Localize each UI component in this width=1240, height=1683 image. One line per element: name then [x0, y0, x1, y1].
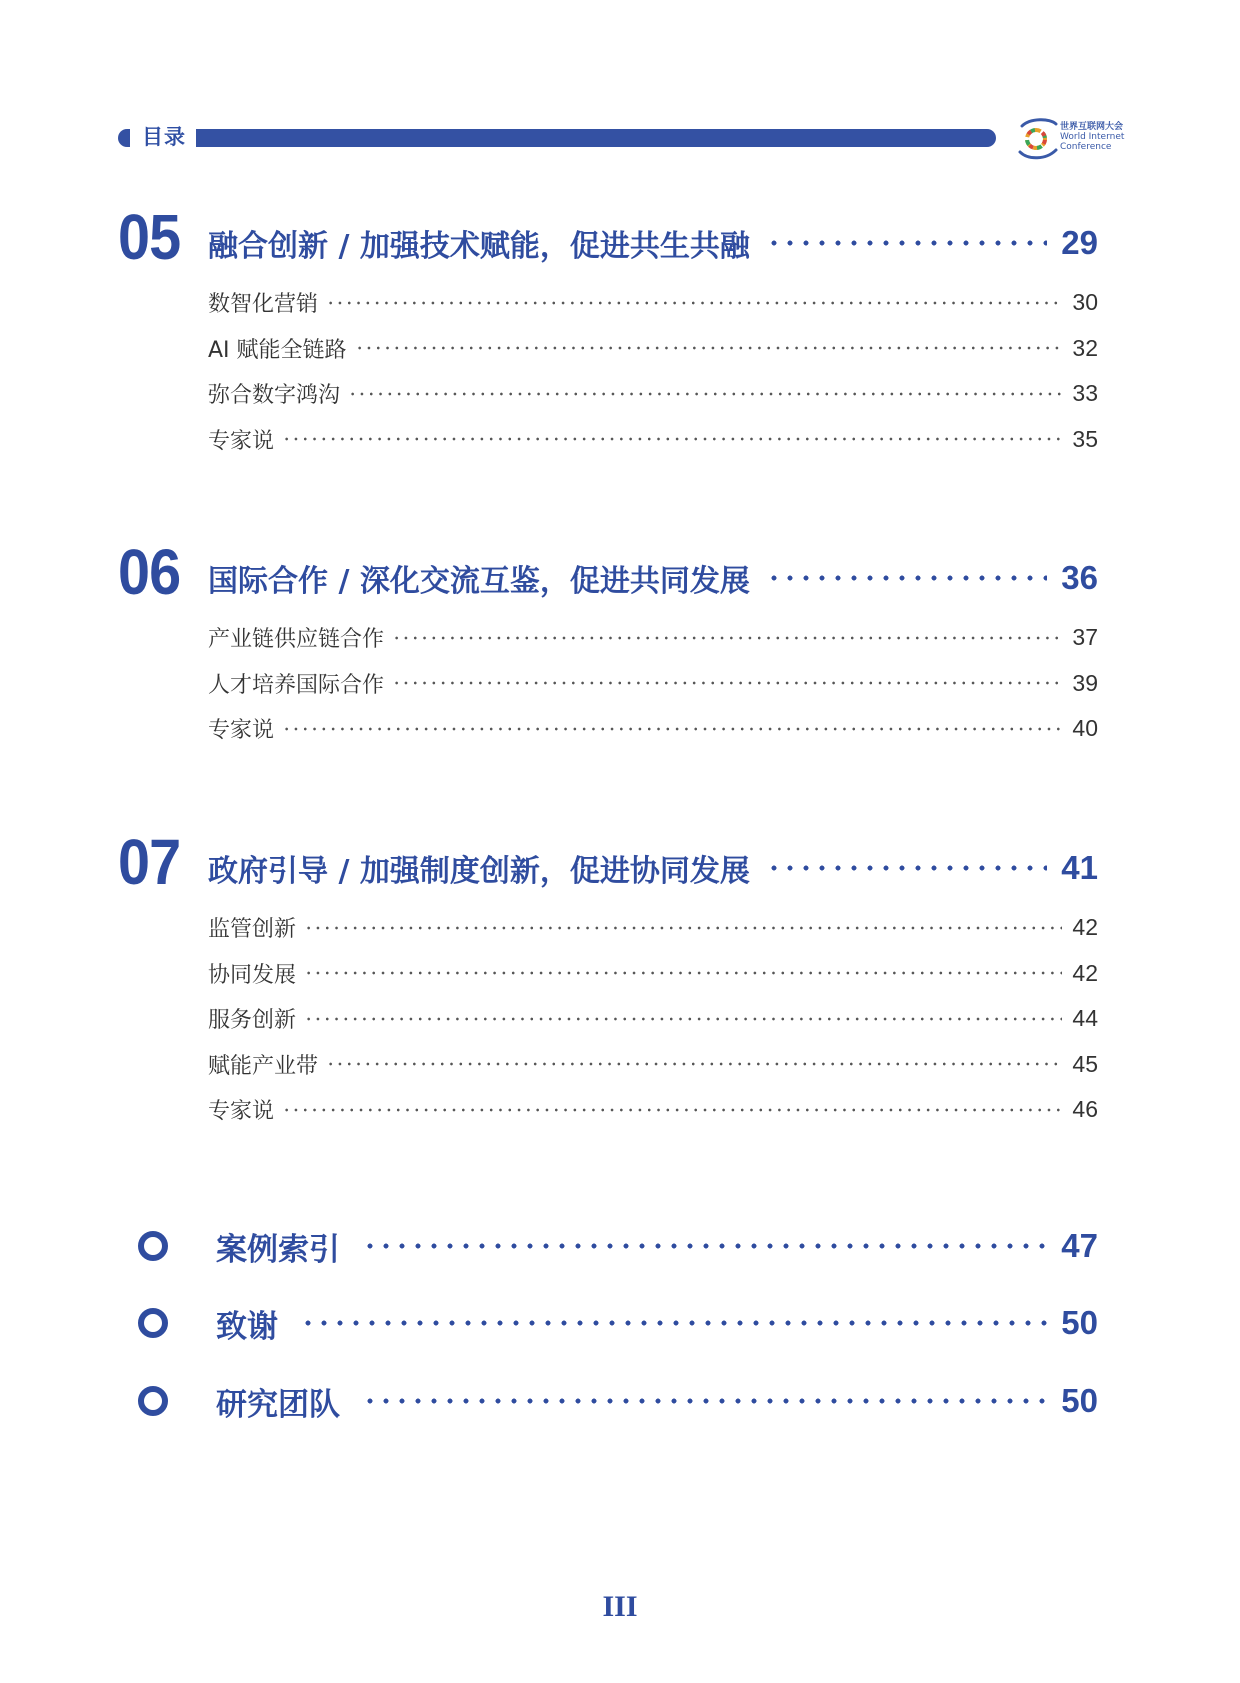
entry-page: 45: [1072, 1050, 1098, 1077]
toc-entry[interactable]: [208, 661, 1098, 707]
toc-entry[interactable]: [208, 905, 1098, 951]
section-page: 29: [1061, 224, 1098, 261]
toc-entry[interactable]: [208, 280, 1098, 326]
entry-page: 42: [1072, 914, 1098, 941]
entry-page: 32: [1072, 334, 1098, 361]
section-title-row[interactable]: [208, 223, 1098, 263]
dot-leader: [392, 681, 1062, 685]
wic-logo-text: [1060, 122, 1124, 152]
toc-entry[interactable]: [208, 996, 1098, 1042]
extra-page: 47: [1061, 1227, 1098, 1264]
ring-icon: [138, 1308, 168, 1338]
toc-extra-acknowledgements[interactable]: [138, 1303, 1098, 1343]
toc-entry[interactable]: [208, 371, 1098, 417]
entry-label: 专家说: [208, 428, 275, 454]
dot-leader: [282, 437, 1062, 441]
section-title-row[interactable]: [208, 558, 1098, 598]
dot-leader: [766, 865, 1047, 871]
header-pill: [118, 129, 130, 147]
ring-icon: [138, 1231, 168, 1261]
extra-title: 研究团队: [216, 1386, 340, 1423]
section-number: 05: [118, 201, 181, 273]
entry-label: 产业链供应链合作: [208, 627, 385, 653]
section-page: 36: [1061, 559, 1098, 596]
dot-leader: [766, 575, 1047, 581]
entry-page: 35: [1072, 425, 1098, 452]
extra-page: 50: [1061, 1382, 1098, 1419]
wic-logo-icon: [1016, 116, 1060, 162]
dot-leader: [304, 926, 1062, 930]
page-number: III: [602, 1590, 638, 1623]
entry-label: 协同发展: [208, 962, 297, 988]
toc-entry[interactable]: [208, 615, 1098, 661]
dot-leader: [348, 392, 1062, 396]
toc-header: [118, 126, 998, 148]
entry-label: 服务创新: [208, 1008, 297, 1034]
toc-entry[interactable]: [208, 706, 1098, 752]
section-number: 06: [118, 536, 181, 608]
entry-label: 监管创新: [208, 917, 297, 943]
section-number: 07: [118, 826, 181, 898]
extra-title: 案例索引: [216, 1231, 340, 1268]
entry-page: 37: [1072, 624, 1098, 651]
entry-page: 46: [1072, 1096, 1098, 1123]
extra-page: 50: [1061, 1304, 1098, 1341]
entry-page: 39: [1072, 669, 1098, 696]
wic-logo: [1016, 116, 1136, 166]
subsection-list: [208, 280, 1098, 462]
subsection-list: [208, 615, 1098, 752]
section-05: [118, 201, 1098, 475]
dot-leader: [362, 1398, 1047, 1404]
toc-entry[interactable]: [208, 417, 1098, 463]
entry-label: 弥合数字鸿沟: [208, 383, 341, 409]
section-06: [118, 536, 1098, 770]
subsection-list: [208, 905, 1098, 1133]
entry-label: 数智化营销: [208, 292, 319, 318]
toc-heading: 目录: [142, 125, 186, 149]
section-page: 41: [1061, 849, 1098, 886]
entry-page: 44: [1072, 1005, 1098, 1032]
dot-leader: [304, 1017, 1062, 1021]
logo-en-1: World Internet: [1060, 132, 1125, 142]
entry-page: 33: [1072, 380, 1098, 407]
section-title: 融合创新 / 加强技术赋能，促进共生共融: [208, 229, 750, 264]
ring-icon: [138, 1386, 168, 1416]
dot-leader: [304, 971, 1062, 975]
entry-page: 40: [1072, 715, 1098, 742]
entry-label: 专家说: [208, 718, 275, 744]
entry-page: 30: [1072, 289, 1098, 316]
header-bar: [196, 129, 996, 147]
dot-leader: [766, 240, 1047, 246]
toc-extra-research-team[interactable]: [138, 1381, 1098, 1421]
dot-leader: [355, 346, 1063, 350]
entry-label: 赋能产业带: [208, 1053, 319, 1079]
section-title: 政府引导 / 加强制度创新，促进协同发展: [208, 854, 750, 889]
section-title-row[interactable]: [208, 848, 1098, 888]
toc-entry[interactable]: [208, 326, 1098, 372]
dot-leader: [392, 636, 1062, 640]
toc-entry[interactable]: [208, 951, 1098, 997]
logo-cn: 世界互联网大会: [1060, 122, 1124, 132]
dot-leader: [282, 727, 1062, 731]
section-title: 国际合作 / 深化交流互鉴，促进共同发展: [208, 564, 750, 599]
dot-leader: [326, 1062, 1062, 1066]
entry-page: 42: [1072, 959, 1098, 986]
section-07: [118, 826, 1098, 1160]
extra-title: 致谢: [216, 1308, 278, 1345]
dot-leader: [300, 1320, 1047, 1326]
entry-label: 专家说: [208, 1099, 275, 1125]
entry-label: 人才培养国际合作: [208, 672, 385, 698]
toc-extra-case-index[interactable]: [138, 1226, 1098, 1266]
logo-en-2: Conference: [1060, 142, 1112, 152]
dot-leader: [362, 1243, 1047, 1249]
entry-label: AI 赋能全链路: [208, 337, 347, 363]
dot-leader: [326, 301, 1062, 305]
dot-leader: [282, 1108, 1062, 1112]
toc-entry[interactable]: [208, 1042, 1098, 1088]
toc-entry[interactable]: [208, 1087, 1098, 1133]
